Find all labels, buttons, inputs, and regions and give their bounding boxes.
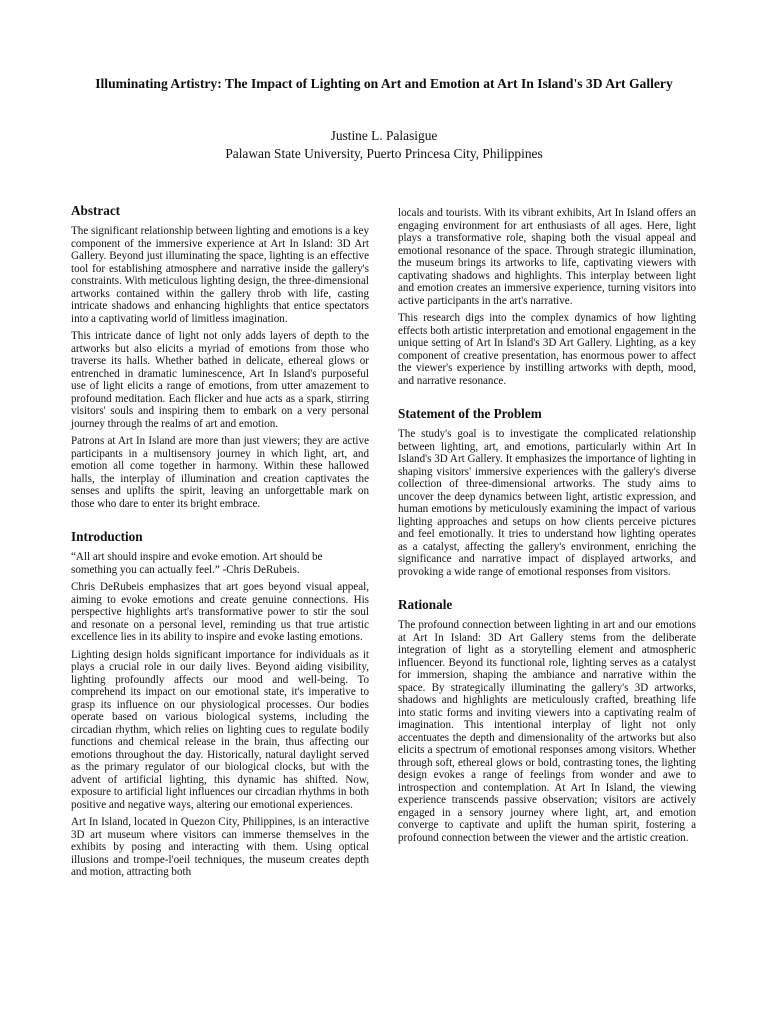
introduction-heading: Introduction	[71, 529, 143, 544]
introduction-paragraph: Chris DeRubeis emphasizes that art goes beyond visual appeal, aiming to evoke emotions and create genuine connections. His perspective highlights art's transformative power to stir the soul and resonate on a personal level, reminding us that true artistic excellence lies in its ability to inspire and evoke lasting emotions.	[71, 581, 369, 643]
introduction-paragraph: Lighting design holds significant importance for individuals as it plays a crucial role in our daily lives. Beyond aiding visibility, lighting profoundly affects our mood and well-being. To comprehend its impact on our emotional state, it's imperative to grasp its influence on our physiological processes. Our bodies operate based on various biological systems, including the circadian rhythm, which relies on lighting cues to regulate bodily functions and chemical release in the brain, thus affecting our emotions throughout the day. Historically, natural daylight served as the primary regulator of our biological clocks, but with the advent of artificial lighting, this dynamic has shifted. Now, exposure to artificial light influences our circadian rhythms in both positive and negative ways, altering our emotional experiences.	[71, 648, 369, 811]
problem-heading: Statement of the Problem	[398, 406, 542, 421]
introduction-continuation: locals and tourists. With its vibrant exhibits, Art In Island offers an engaging environment for art enthusiasts of all ages. Here, light plays a transformative role, shaping both the visual appeal and emotional resonance of the space. Through strategic illumination, the museum brings its artworks to life, captivating viewers with captivating shadows and highlights. This interplay between light and emotion creates an immersive experience, turning visitors into active participants in the art's narrative.	[398, 207, 696, 307]
author-name: Justine L. Palasigue	[330, 128, 438, 143]
abstract-heading: Abstract	[71, 203, 121, 218]
author-affiliation: Palawan State University, Puerto Princesa City, Philippines	[225, 146, 543, 161]
abstract-paragraph: Patrons at Art In Island are more than just viewers; they are active participants in a multisensory journey in which light, art, and emotion all come together in harmony. Within these hallowed halls, the interplay of illumination and creation captivates the senses and uplifts the spirit, leaving an unforgettable mark on those who dare to enter its bright embrace.	[71, 435, 369, 510]
paper-title: Illuminating Artistry: The Impact of Lighting on Art and Emotion at Art In Island's 3D Art Gallery	[95, 76, 673, 91]
problem-paragraph: The study's goal is to investigate the complicated relationship between lighting, art, and emotions, particularly within Art In Island's 3D Art Gallery. It emphasizes the importance of lighting in shaping visitors' immersive experiences with the gallery's diverse collection of three-dimensional artworks. The study aims to uncover the deep dynamics between light, artistic expression, and human emotions by meticulously examining the impact of various lighting approaches and setups on how clients perceive pictures and feel emotionally. It tries to understand how lighting operates as a catalyst, affecting the gallery's environment, enriching the significance and narrative impact of displayed artworks, and provoking a wide range of emotional responses from visitors.	[398, 428, 696, 578]
abstract-paragraph: The significant relationship between lighting and emotions is a key component of the immersive experience at Art In Island: 3D Art Gallery. Beyond just illuminating the space, lighting is an effective tool for establishing atmosphere and narrative inside the gallery's constraints. With meticulous lighting design, the three-dimensional artworks contained within the gallery throb with life, casting intricate shadows and enhancing highlights that entice spectators into a captivating world of limitless imagination.	[71, 225, 369, 325]
rationale-heading: Rationale	[398, 597, 453, 612]
left-column	[71, 203, 369, 884]
rationale-paragraph: The profound connection between lighting in art and our emotions at Art In Island: 3D Art Gallery stems from the deliberate integration of light as a storytelling element and atmospheric influencer. Beyond its functional role, lighting serves as a catalyst for immersion, shaping the ambiance and narrative within the space. By strategically illuminating the gallery's 3D artworks, shadows and highlights are meticulously crafted, breathing life into static forms and inviting viewers into a captivating realm of imagination. This intentional interplay of light not only accentuates the depth and dimensionality of the artworks but also elicits a spectrum of emotional responses among visitors. Whether through soft, ethereal glows or bold, contrasting tones, the lighting design evokes a range of feelings from wonder and awe to introspection and contemplation. At Art In Island, the viewing experience transcends passive observation; visitors are actively engaged in a sensory journey where light, art, and emotion converge to captivate and uplift the human spirit, fostering a profound connection between the viewer and the artistic creation.	[398, 619, 696, 844]
right-column	[398, 207, 696, 849]
introduction-paragraph: Art In Island, located in Quezon City, Philippines, is an interactive 3D art museum where visitors can immerse themselves in the exhibits by posing and interacting with them. Using optical illusions and trompe-l'oeil techniques, the museum creates depth and motion, attracting both	[71, 816, 369, 878]
abstract-paragraph: This intricate dance of light not only adds layers of depth to the artworks but also elicits a myriad of emotions from those who traverse its halls. Whether bathed in delicate, ethereal glows or entrenched in dramatic luminescence, Art In Island's purposeful use of light elicits a range of emotions, from utter amazement to profound meditation. Each flicker and hue acts as a spark, stirring visitors' souls and inspiring them to embark on a very personal journey through the realms of art and emotion.	[71, 330, 369, 430]
introduction-continuation: This research digs into the complex dynamics of how lighting effects both artistic interpretation and emotional engagement in the unique setting of Art In Island's 3D Art Gallery. Lighting, as a key component of creative presentation, has enormous power to affect the viewer's experience by instilling artworks with depth, mood, and narrative resonance.	[398, 312, 696, 387]
introduction-quote: “All art should inspire and evoke emotion. Art should be something you can actually feel.” -Chris DeRubeis.	[71, 551, 323, 576]
